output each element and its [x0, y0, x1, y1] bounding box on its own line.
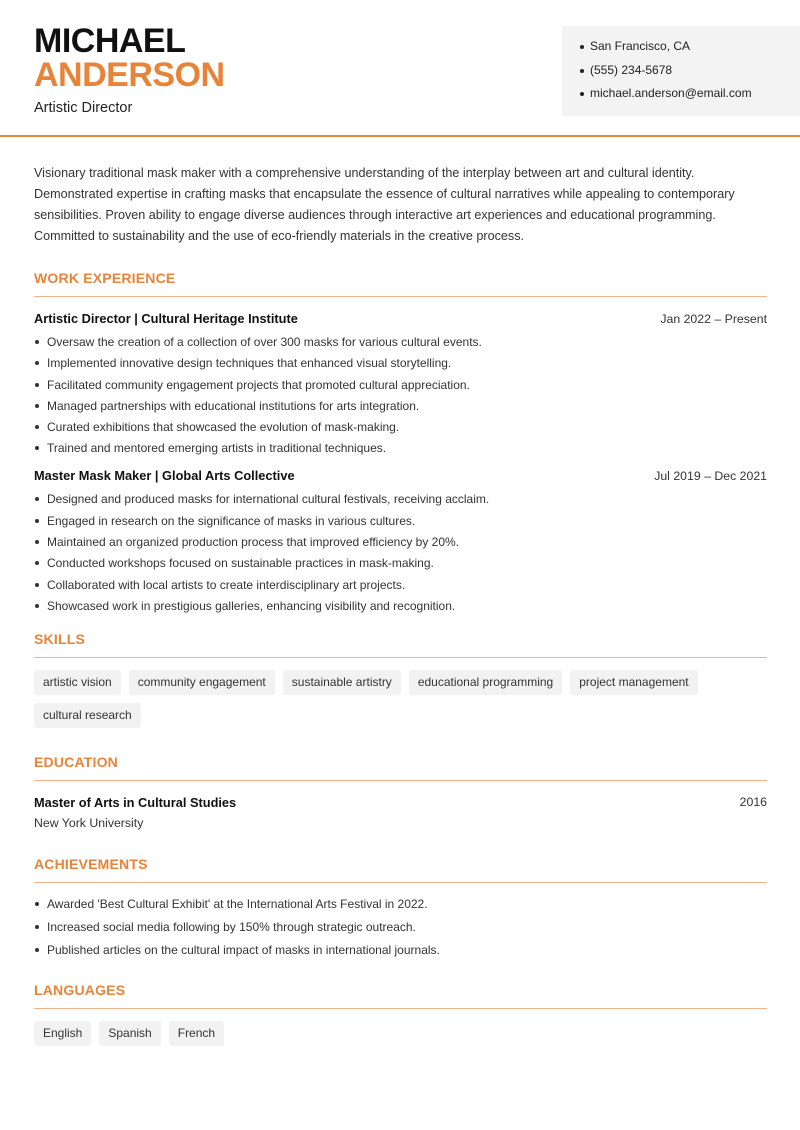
- list-item: Maintained an organized production process that improved efficiency by 20%.: [34, 535, 767, 549]
- section-title-work: WORK EXPERIENCE: [34, 270, 767, 297]
- job-role: Master Mask Maker | Global Arts Collective: [34, 468, 295, 484]
- section-title-education: EDUCATION: [34, 754, 767, 781]
- list-item: Trained and mentored emerging artists in traditional techniques.: [34, 441, 767, 455]
- list-item: Curated exhibitions that showcased the evolution of mask-making.: [34, 420, 767, 434]
- contact-location: San Francisco, CA: [580, 38, 784, 62]
- skill-chip: community engagement: [129, 670, 275, 695]
- job-bullets: [34, 492, 767, 612]
- resume-header: [0, 0, 800, 137]
- contact-email: michael.anderson@email.com: [580, 85, 784, 109]
- skills-section: [34, 631, 767, 728]
- languages-section: [34, 982, 767, 1046]
- list-item: Collaborated with local artists to create interdisciplinary art projects.: [34, 578, 767, 592]
- last-name: ANDERSON: [34, 56, 225, 94]
- first-name: MICHAEL: [34, 22, 186, 60]
- list-item: Managed partnerships with educational institutions for arts integration.: [34, 399, 767, 413]
- job-title: Artistic Director: [34, 100, 133, 116]
- skill-chip: project management: [570, 670, 697, 695]
- list-item: Engaged in research on the significance of masks in various cultures.: [34, 514, 767, 528]
- language-chip: French: [169, 1021, 224, 1046]
- skill-chip: educational programming: [409, 670, 562, 695]
- resume-body: [34, 163, 767, 1046]
- list-item: Implemented innovative design techniques that enhanced visual storytelling.: [34, 356, 767, 370]
- degree: Master of Arts in Cultural Studies: [34, 794, 237, 810]
- job-header: [34, 311, 767, 326]
- work-experience-section: [34, 270, 767, 613]
- list-item: Designed and produced masks for international cultural festivals, receiving acclaim.: [34, 492, 767, 506]
- list-item: Awarded 'Best Cultural Exhibit' at the International Arts Festival in 2022.: [34, 897, 767, 911]
- list-item: Showcased work in prestigious galleries, enhancing visibility and recognition.: [34, 599, 767, 613]
- job-dates: Jan 2022 – Present: [660, 312, 767, 326]
- school-name: New York University: [34, 815, 144, 830]
- languages-list: [34, 1021, 767, 1046]
- language-chip: Spanish: [99, 1021, 160, 1046]
- skill-chip: sustainable artistry: [283, 670, 401, 695]
- list-item: Published articles on the cultural impact of masks in international journals.: [34, 943, 767, 957]
- job-role: Artistic Director | Cultural Heritage Institute: [34, 311, 298, 326]
- candidate-name: [34, 24, 225, 92]
- graduation-year: 2016: [739, 794, 767, 809]
- education-header: [34, 795, 767, 810]
- skill-chip: cultural research: [34, 703, 141, 728]
- list-item: Oversaw the creation of a collection of over 300 masks for various cultural events.: [34, 335, 767, 349]
- section-title-skills: SKILLS: [34, 631, 767, 658]
- list-item: Facilitated community engagement projects that promoted cultural appreciation.: [34, 378, 767, 392]
- contact-box: [562, 26, 800, 116]
- list-item: Increased social media following by 150% through strategic outreach.: [34, 920, 767, 934]
- language-chip: English: [34, 1021, 91, 1046]
- contact-phone: (555) 234-5678: [580, 62, 784, 86]
- job-entry: [34, 311, 767, 455]
- section-title-achievements: ACHIEVEMENTS: [34, 856, 767, 883]
- job-bullets: [34, 335, 767, 455]
- skills-list: [34, 670, 767, 728]
- achievements-list: [34, 897, 767, 957]
- skill-chip: artistic vision: [34, 670, 121, 695]
- job-header: [34, 468, 767, 483]
- job-entry: [34, 468, 767, 612]
- education-section: [34, 754, 767, 830]
- section-title-languages: LANGUAGES: [34, 982, 767, 1009]
- list-item: Conducted workshops focused on sustainable practices in mask-making.: [34, 556, 767, 570]
- summary: Visionary traditional mask maker with a comprehensive understanding of the interplay between art and cultural identity. Demonstrated expertise in crafting masks that encapsulate the essence of cultural narratives while appealing to contemporary sensibilities. Proven ability to engage diverse audiences through interactive art experiences and educational programming. Committed to sustainability and the use of eco-friendly materials in the creative process.: [34, 166, 735, 243]
- job-dates: Jul 2019 – Dec 2021: [654, 469, 767, 484]
- achievements-section: [34, 856, 767, 957]
